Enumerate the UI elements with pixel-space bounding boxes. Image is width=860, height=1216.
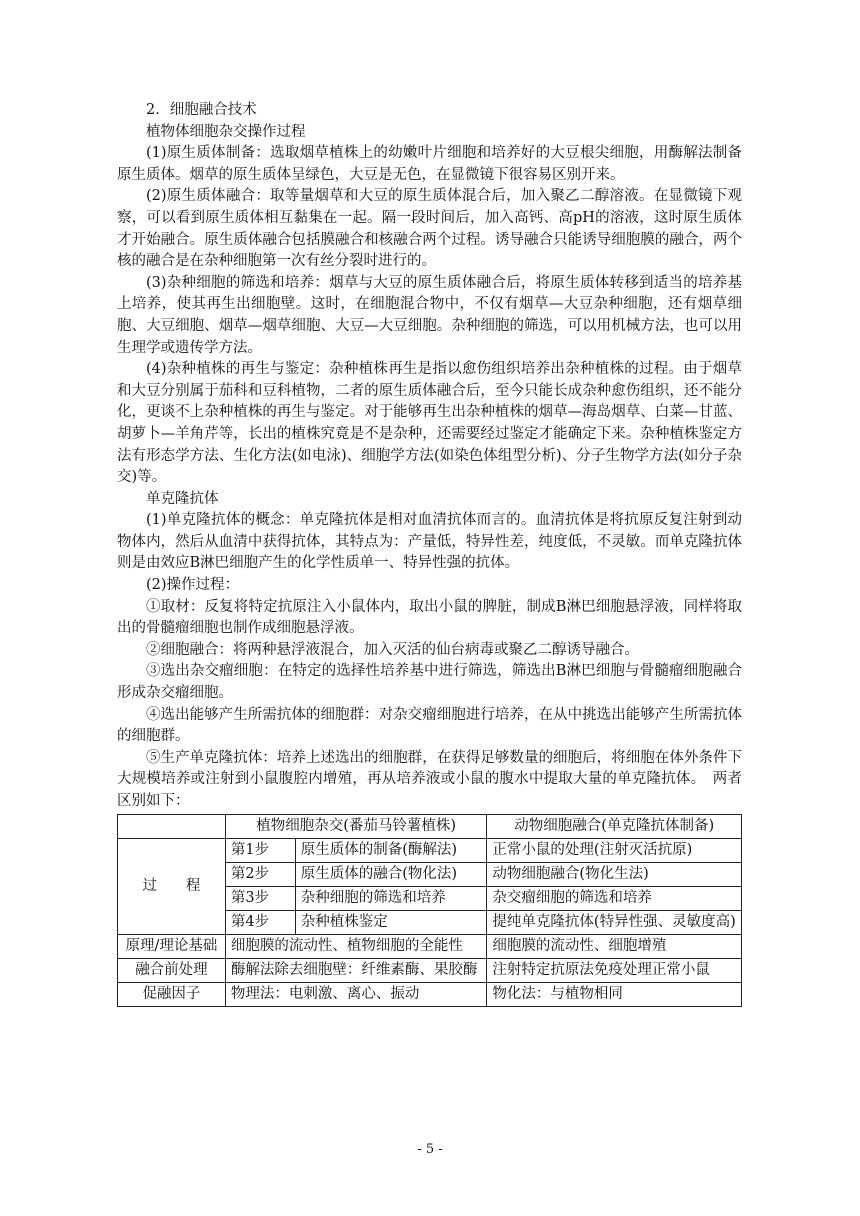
table-cell: 注射特定抗原法免疫处理正常小鼠 (487, 958, 742, 982)
paragraph-plant-2: (2)原生质体融合：取等量烟草和大豆的原生质体混合后，加入聚乙二醇溶液。在显微镜下观察，可以看到原生质体相互黏集在一起。隔一段时间后，加入高钙、高pH的溶液，这时原生质体才开始融合。原生质体融合包括膜融合和核融合两个过程。诱导融合只能诱导细胞膜的融合，两个核的融合是在杂种细胞第一次有丝分裂时进行的。 (117, 188, 742, 270)
table-row-label: 原理/理论基础 (118, 934, 226, 958)
paragraph-antibody-step-2: ②细胞融合：将两种悬浮液混合，加入灭活的仙台病毒或聚乙二醇诱导融合。 (146, 641, 639, 658)
table-row-label: 融合前处理 (118, 958, 226, 982)
table-cell: 第4步 (225, 910, 295, 934)
table-cell: 酶解法除去细胞壁：纤维素酶、果胶酶 (225, 958, 487, 982)
table-header: 动物细胞融合(单克隆抗体制备) (487, 814, 742, 838)
paragraph-antibody-2: (2)操作过程： (146, 577, 240, 594)
table-cell: 物化法：与植物相同 (487, 982, 742, 1006)
paragraph-plant-1: (1)原生质体制备：选取烟草植株上的幼嫩叶片细胞和培养好的大豆根尖细胞，用酶解法制备原生质体。烟草的原生质体呈绿色，大豆是无色，在显微镜下很容易区别开来。 (117, 145, 742, 183)
table-cell (118, 814, 226, 838)
table-cell: 原生质体的制备(酶解法) (295, 838, 487, 862)
paragraph-antibody-step-5: ⑤生产单克隆抗体：培养上述选出的细胞群，在获得足够数量的细胞后，将细胞在体外条件下大规模培养或注射到小鼠腹腔内增殖，再从培养液或小鼠的腹水中提取大量的单克隆抗体。 两者区别如下： (117, 749, 742, 809)
table-cell: 物理法：电刺激、离心、振动 (225, 982, 487, 1006)
table-cell: 第1步 (225, 838, 295, 862)
table-cell: 细胞膜的流动性、细胞增殖 (487, 934, 742, 958)
paragraph-plant-4: (4)杂种植株的再生与鉴定：杂种植株再生是指以愈伤组织培养出杂种植株的过程。由于烟草和大豆分别属于茄科和豆科植物，二者的原生质体融合后，至今只能长成杂种愈伤组织，还不能分化，更谈不上杂种植株的再生与鉴定。对于能够再生出杂种植株的烟草—海岛烟草、白菜—甘蓝、胡萝卜—羊角芹等，长出的植株究竟是不是杂种，还需要经过鉴定才能确定下来。杂种植株鉴定方法有形态学方法、生化方法(如电泳)、细胞学方法(如染色体组型分析)、分子生物学方法(如分子杂交)等。 (117, 361, 742, 486)
table-row-label: 过 程 (118, 838, 226, 934)
paragraph-plant-3: (3)杂种细胞的筛选和培养：烟草与大豆的原生质体融合后，将原生质体转移到适当的培养基上培养，使其再生出细胞壁。这时，在细胞混合物中，不仅有烟草—大豆杂种细胞，还有烟草细胞、大豆细胞、烟草—烟草细胞、大豆—大豆细胞。杂种细胞的筛选，可以用机械方法，也可以用生理学或遗传学方法。 (117, 274, 742, 356)
table-row (118, 934, 742, 958)
page-content (117, 100, 742, 1007)
subheading-plant: 植物体细胞杂交操作过程 (146, 123, 306, 140)
comparison-table (117, 814, 742, 1007)
table-cell: 正常小鼠的处理(注射灭活抗原) (487, 838, 742, 862)
table-cell: 杂交瘤细胞的筛选和培养 (487, 886, 742, 910)
section-heading: 2．细胞融合技术 (146, 102, 257, 118)
paragraph-antibody-1: (1)单克隆抗体的概念：单克隆抗体是相对血清抗体而言的。血清抗体是将抗原反复注射到动物体内，然后从血清中获得抗体，其特点为：产量低，特异性差，纯度低，不灵敏。而单克隆抗体则是由效应B淋巴细胞产生的化学性质单一、特异性强的抗体。 (117, 512, 742, 572)
table-row-label: 促融因子 (118, 982, 226, 1006)
table-row (118, 838, 742, 862)
table-cell: 原生质体的融合(物化法) (295, 862, 487, 886)
table-row (118, 958, 742, 982)
paragraph-antibody-step-4: ④选出能够产生所需抗体的细胞群：对杂交瘤细胞进行培养，在从中挑选出能够产生所需抗体的细胞群。 (117, 706, 742, 745)
table-cell: 杂种细胞的筛选和培养 (295, 886, 487, 910)
table-cell: 提纯单克隆抗体(特异性强、灵敏度高) (487, 910, 742, 934)
table-header: 植物细胞杂交(番茄马铃薯植株) (225, 814, 487, 838)
table-cell: 第2步 (225, 862, 295, 886)
table-cell: 动物细胞融合(物化生法) (487, 862, 742, 886)
paragraph-antibody-step-1: ①取材：反复将特定抗原注入小鼠体内，取出小鼠的脾脏，制成B淋巴细胞悬浮液，同样将取出的骨髓瘤细胞也制作成细胞悬浮液。 (117, 598, 742, 637)
table-cell: 细胞膜的流动性、植物细胞的全能性 (225, 934, 487, 958)
table-row (118, 982, 742, 1006)
table-cell: 第3步 (225, 886, 295, 910)
subheading-antibody: 单克隆抗体 (146, 490, 219, 507)
table-row (118, 814, 742, 838)
page-number: - 5 - (417, 1142, 443, 1157)
paragraph-antibody-step-3: ③选出杂交瘤细胞：在特定的选择性培养基中进行筛选，筛选出B淋巴细胞与骨髓瘤细胞融合形成杂交瘤细胞。 (117, 663, 742, 702)
table-cell: 杂种植株鉴定 (295, 910, 487, 934)
